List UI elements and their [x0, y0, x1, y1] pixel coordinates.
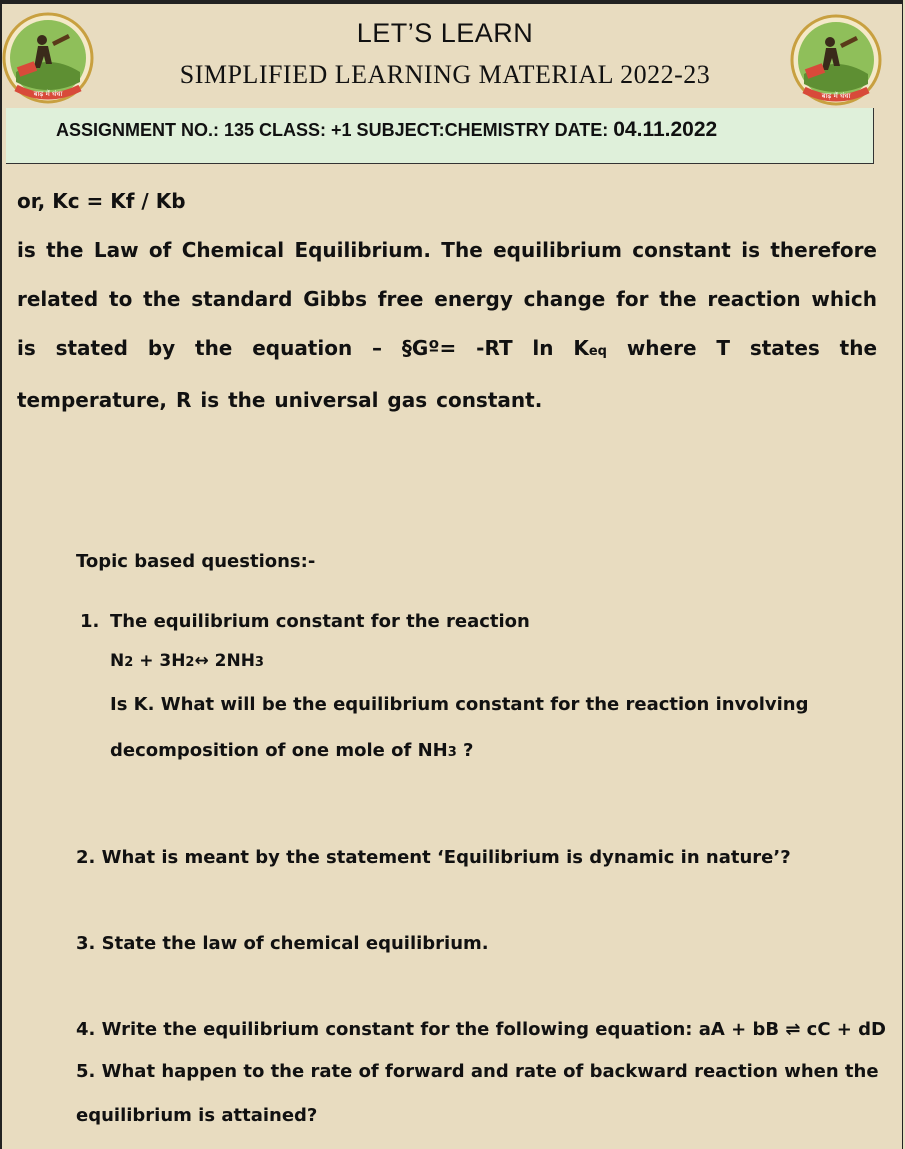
question-1-line3: Is K. What will be the equilibrium constant for the reaction involving [110, 694, 809, 715]
assignment-date: 04.11.2022 [613, 118, 718, 141]
intro-text-part2: where T states the temperature, R is the universal gas constant. [17, 336, 878, 412]
page-title: LET’S LEARN [356, 18, 534, 48]
header [0, 0, 905, 112]
reaction-product-sub: 3 [254, 655, 264, 670]
intro-paragraph [17, 226, 877, 425]
questions-heading: Topic based questions:- [76, 551, 316, 572]
svg-text:बाढ़ में धंधा: बाढ़ में धंधा [33, 90, 63, 98]
question-1-line4-start: decomposition of one mole of NH [110, 740, 448, 761]
reaction-h-sub: 2 [185, 655, 195, 670]
intro-subscript: eq [588, 344, 607, 359]
reaction-n-sub: 2 [124, 655, 134, 670]
svg-text:बाढ़ में धंधा: बाढ़ में धंधा [821, 92, 851, 100]
reaction-arrow: ↔ [194, 651, 209, 671]
question-5-line2: equilibrium is attained? [76, 1105, 318, 1126]
intro-formula: or, Kc = Kf / Kb [17, 189, 186, 213]
question-1-number: 1. [80, 611, 100, 632]
question-2: 2. What is meant by the statement ‘Equilibrium is dynamic in nature’? [76, 847, 791, 868]
questions-section [76, 548, 886, 1126]
question-4: 4. Write the equilibrium constant for the following equation: aA + bB ⇌ cC + dD [76, 1019, 886, 1040]
question-1-line1: The equilibrium constant for the reaction [110, 611, 530, 632]
farmer-emblem-icon [790, 14, 882, 106]
reaction-n: N [110, 651, 125, 671]
question-1-line4-end: ? [456, 740, 474, 761]
question-3: 3. State the law of chemical equilibrium. [76, 933, 489, 954]
intro-text-part1: is the Law of Chemical Equilibrium. The equilibrium constant is therefore related to the standard Gibbs free energy change for the reaction which is stated by the equation – §Gº= -RT ln K [17, 238, 877, 360]
question-5-line1: 5. What happen to the rate of forward and rate of backward reaction when the [76, 1061, 879, 1082]
question-1-reaction [110, 651, 264, 671]
assignment-bar [6, 108, 874, 164]
assignment-label: ASSIGNMENT NO.: 135 CLASS: +1 SUBJECT:CHEMISTRY DATE: [56, 120, 614, 140]
assignment-info [56, 118, 717, 142]
reaction-product: 2NH [208, 651, 255, 671]
question-1-line4-sub: 3 [447, 745, 457, 760]
question-1-line4 [110, 740, 474, 761]
page-subtitle: SIMPLIFIED LEARNING MATERIAL 2022-23 [179, 60, 711, 89]
intro-section [17, 184, 877, 425]
reaction-h: + 3H [133, 651, 186, 671]
